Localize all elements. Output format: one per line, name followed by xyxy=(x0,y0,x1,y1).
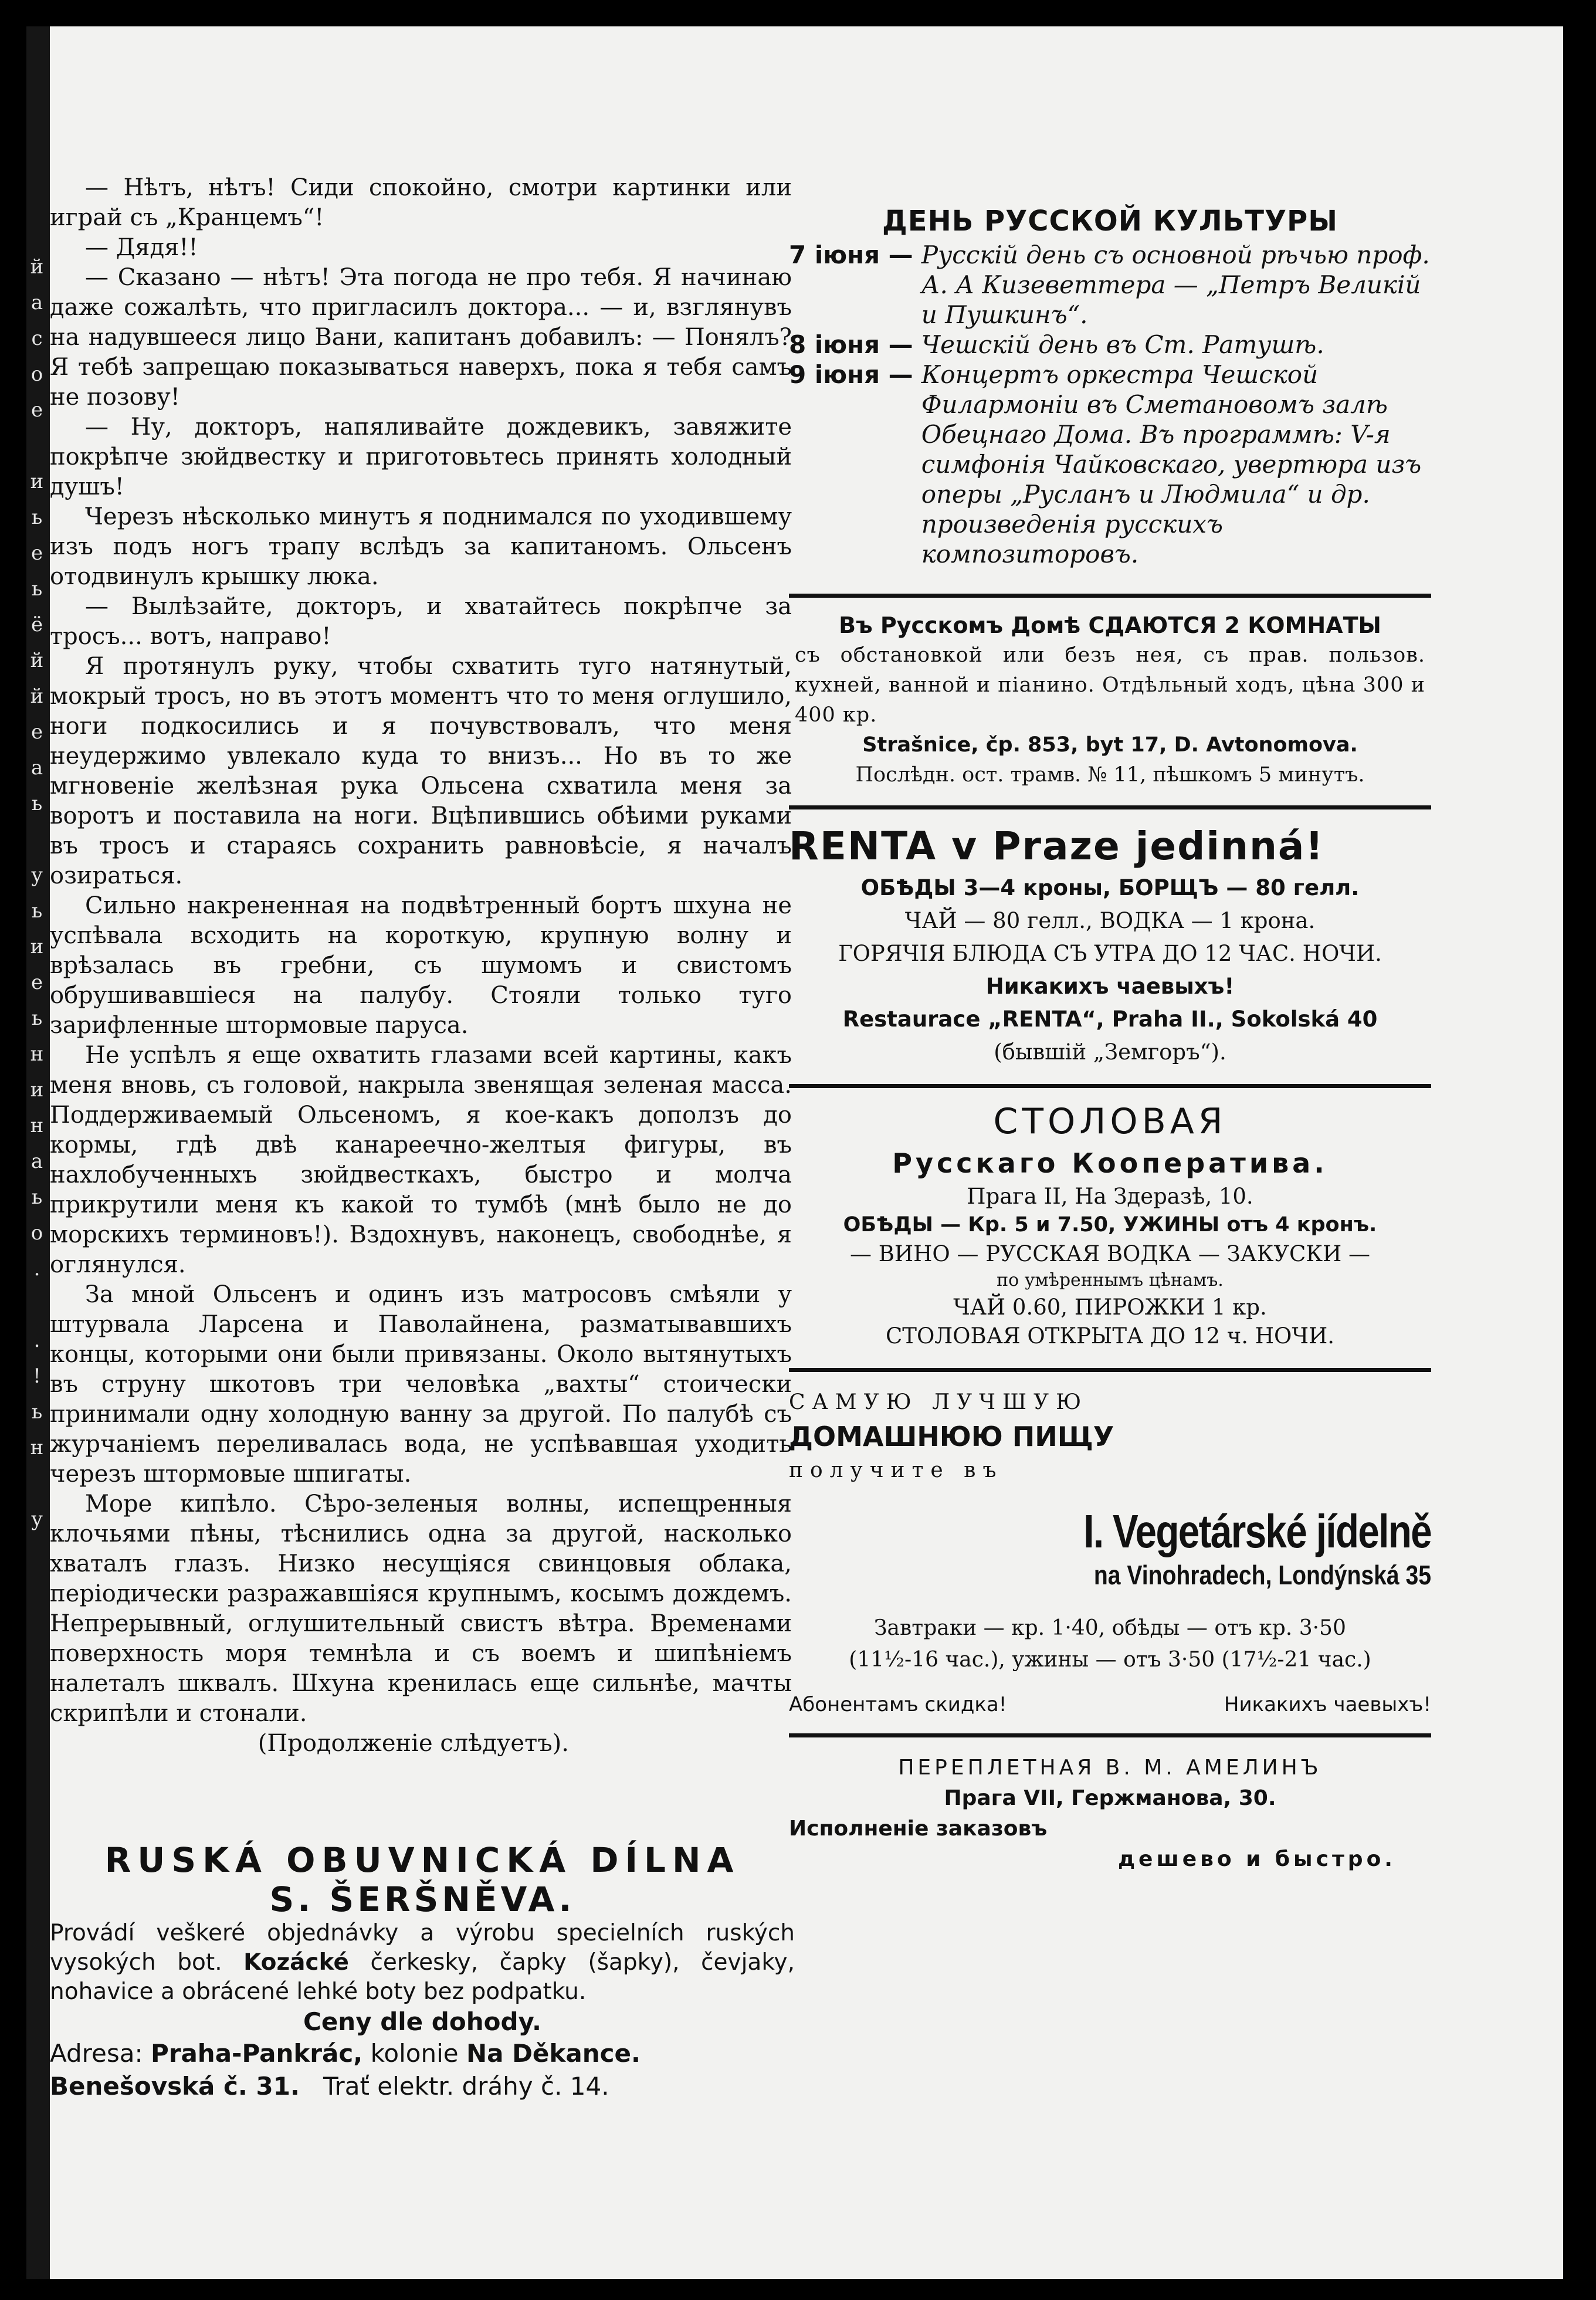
culture-day-date: 9 іюня — xyxy=(789,360,913,389)
gutter-letter: и xyxy=(30,935,44,958)
gutter-letter: а xyxy=(31,291,43,314)
renta-line-2: ЧАЙ — 80 гелл., ВОДКА — 1 крона. xyxy=(904,908,1316,933)
story-paragraph: — Нѣтъ, нѣтъ! Сиди спокойно, смотри картинки или играй съ „Кранцемъ“! xyxy=(50,174,792,231)
gutter-letter: ! xyxy=(33,1364,41,1388)
gutter-letter: е xyxy=(31,720,43,744)
renta-former: (бывшій „Земгоръ“). xyxy=(994,1039,1226,1065)
canteen-address: Прага II, На Здеразѣ, 10. xyxy=(967,1184,1253,1209)
gutter-letter: ь xyxy=(31,792,43,815)
canteen-title: СТОЛОВАЯ xyxy=(993,1101,1227,1142)
canteen-line-3: по умѣреннымъ цѣнамъ. xyxy=(997,1270,1224,1290)
rooms-address: Strašnice, čp. 853, byt 17, D. Avtonomova. xyxy=(862,733,1358,757)
bookbinder-line-2: дешево и быстро. xyxy=(1117,1847,1396,1871)
story-paragraph: Я протянулъ руку, чтобы схватить туго натянутый, мокрый тросъ, но въ этотъ моментъ что то меня оглушило, ноги подкосились и я почувствовалъ, что меня неудержимо увлекало куда то внизъ... Но въ то же мгновеніе желѣзная рука Ольсена схватила меня за воротъ и поставила на ноги. Вцѣпившись обѣими руками въ тросъ и стараясь сохранить равновѣсіе, я началъ озираться. xyxy=(50,653,792,889)
gutter-letter: й xyxy=(30,255,44,279)
shoe-prices: Ceny dle dohody. xyxy=(303,2007,541,2036)
culture-day-date: 8 іюня — xyxy=(789,330,913,359)
canteen-line-2: — ВИНО — РУССКАЯ ВОДКА — ЗАКУСКИ — xyxy=(849,1241,1371,1266)
renta-line-4: Никакихъ чаевыхъ! xyxy=(985,974,1235,999)
story-paragraph: — Ну, докторъ, напяливайте дождевикъ, завяжите покрѣпче зюйдвестку и приготовьтесь принять холодный душъ! xyxy=(50,414,792,500)
veg-restaurant-name: I. Vegetárské jídelně xyxy=(1083,1505,1431,1557)
shoe-addr-tram: Trať elektr. dráhy č. 14. xyxy=(323,2072,609,2101)
gutter-letter: й xyxy=(30,649,44,672)
bookbinder-ad xyxy=(789,1753,1431,1875)
rooms-ad xyxy=(789,611,1431,790)
gutter-letter: е xyxy=(31,971,43,994)
story-paragraph: — Дядя!! xyxy=(85,234,198,261)
renta-title: RENTA v Praze jedinná! xyxy=(789,824,1324,869)
shoe-address-2 xyxy=(50,2070,795,2103)
culture-day-row xyxy=(789,240,1431,330)
gutter-letter xyxy=(28,822,46,858)
renta-line-3: ГОРЯЧІЯ БЛЮДА СЪ УТРА ДО 12 ЧАС. НОЧИ. xyxy=(838,941,1382,966)
gutter-letter: ь xyxy=(31,899,43,923)
divider xyxy=(789,1084,1431,1088)
gutter-letter: ь xyxy=(31,1400,43,1424)
story-paragraph: За мной Ольсенъ и одинъ изъ матросовъ смѣяли у штурвала Ларсена и Паволайнена, разматывавшихъ концы, которыми они были привязаны. Около вытянутыхъ въ струну шкотовъ три человѣка „вахты“ стоически принимали одну холодную ванну за другой. По палубѣ съ журчаніемъ переливалась вода, не успѣвавшая уходить черезъ штормовые шпигаты. xyxy=(50,1281,792,1488)
shoe-addr-mid: kolonie xyxy=(370,2039,459,2068)
shoe-workshop-ad xyxy=(50,1840,795,2103)
culture-day-row xyxy=(789,360,1431,569)
story-paragraph: — Сказано — нѣтъ! Эта погода не про тебя. Я начинаю даже сожалѣть, что пригласилъ доктора... — и, взглянувъ на надувшееся лицо Вани, капитанъ добавилъ: — Понялъ? Я тебѣ запрещаю показываться наверхъ, пока я тебя самъ не позову! xyxy=(50,264,792,411)
bookbinder-line-1: Исполненіе заказовъ xyxy=(789,1817,1048,1841)
shoe-title: RUSKÁ OBUVNICKÁ DÍLNA xyxy=(104,1840,740,1880)
gutter-letter: у xyxy=(31,863,43,887)
newspaper-page xyxy=(26,26,1563,2279)
divider xyxy=(789,805,1431,809)
divider xyxy=(789,594,1431,598)
serial-story xyxy=(50,173,792,1759)
gutter-letter: ь xyxy=(31,1185,43,1209)
gutter-letter: . xyxy=(33,1329,40,1352)
rooms-directions: Послѣдн. ост. трамв. № 11, пѣшкомъ 5 минутъ. xyxy=(855,763,1365,787)
story-paragraph: Черезъ нѣсколько минутъ я поднимался по уходившему изъ подъ ногъ трапу вслѣдъ за капитаномъ. Ольсенъ отодвинулъ крышку люка. xyxy=(50,503,792,590)
gutter-letter: и xyxy=(30,470,44,493)
shoe-body xyxy=(50,1919,795,2007)
renta-line-1: ОБѢДЫ 3—4 кроны, БОРЩЪ — 80 гелл. xyxy=(860,875,1360,900)
canteen-line-1: ОБѢДЫ — Кр. 5 и 7.50, УЖИНЫ отъ 4 кронъ. xyxy=(843,1213,1377,1237)
story-continued: (Продолженіе слѣдуетъ). xyxy=(257,1730,569,1757)
canteen-subtitle: Русскаго Кооператива. xyxy=(892,1147,1328,1179)
veg-line-2: ДОМАШНЮЮ ПИЩУ xyxy=(789,1421,1114,1452)
canteen-line-5: СТОЛОВАЯ ОТКРЫТА ДО 12 ч. НОЧИ. xyxy=(885,1323,1335,1349)
gutter-letter: н xyxy=(30,1436,44,1459)
bookbinder-address: Прага VII, Гержманова, 30. xyxy=(944,1786,1276,1810)
gutter-letter: а xyxy=(31,1150,43,1173)
renta-address: Restaurace „RENTA“, Praha II., Sokolská 40 xyxy=(842,1007,1378,1032)
veg-discount: Абонентамъ скидка! xyxy=(789,1693,1007,1716)
divider xyxy=(789,1368,1431,1372)
canteen-line-4: ЧАЙ 0.60, ПИРОЖКИ 1 кр. xyxy=(953,1295,1267,1320)
gutter-letter: с xyxy=(31,327,43,350)
story-paragraph: — Вылѣзайте, докторъ, и хватайтесь покрѣпче за тросъ... вотъ, направо! xyxy=(50,593,792,650)
gutter-letters xyxy=(28,249,46,1537)
shoe-addr-colony: Na Děkance. xyxy=(466,2039,641,2068)
gutter-letter: ь xyxy=(31,577,43,601)
gutter-letter: н xyxy=(30,1114,44,1137)
gutter-letter: о xyxy=(31,363,43,386)
shoe-body-b: Kozácké xyxy=(243,1949,349,1976)
shoe-addr-city: Praha-Pankrác, xyxy=(150,2039,363,2068)
veg-no-tips: Никакихъ чаевыхъ! xyxy=(1224,1693,1431,1716)
veg-price-2: (11½-16 час.), ужины — отъ 3·50 (17½-21 час.) xyxy=(849,1648,1371,1672)
story-paragraph: Сильно накрененная на подвѣтренный бортъ шхуна не успѣвала всходить на короткую, крупную волну и врѣзалась въ гребни, съ шумомъ и свистомъ обрушивавшіеся на палубу. Стояли только туго зарифленные штормовые паруса. xyxy=(50,892,792,1039)
veg-restaurant-address: na Vinohradech, Londýnská 35 xyxy=(1093,1560,1431,1590)
story-paragraph: Море кипѣло. Сѣро-зеленыя волны, испещренныя клочьями пѣны, тѣснились одна за другой, насколько хваталъ глазъ. Низко несущіяся свинцовыя облака, періодически разражавшіяся крупнымъ, косымъ дождемъ. Непрерывный, оглушительный свистъ вѣтра. Временами поверхность моря темнѣла и съ воемъ и шипѣніемъ налеталъ шквалъ. Шхуна кренилась еще сильнѣе, мачты скрипѣли и стонали. xyxy=(50,1491,792,1727)
rooms-desc: съ обстановкой или безъ нея, съ прав. пользов. кухней, ванной и піанино. Отдѣльный ходъ, цѣна 300 и 400 кр. xyxy=(795,643,1425,727)
story-paragraph: Не успѣлъ я еще охватить глазами всей картины, какъ меня вновь, съ головой, накрыла звенящая зеленая масса. Поддерживаемый Ольсеномъ, я кое-какъ доползъ до кормы, гдѣ двѣ канареечно-желтыя фигуры, въ нахлобученныхъ зюйдвесткахъ, быстро и молча прикрутили меня къ какой то тумбѣ (мнѣ было не до морскихъ терминовъ!). Вздохнувъ, наконецъ, свободнѣе, я оглянулся. xyxy=(50,1042,792,1278)
gutter-letter xyxy=(28,1287,46,1323)
gutter-letter: а xyxy=(31,756,43,780)
gutter-letter: у xyxy=(31,1508,43,1531)
shoe-address xyxy=(50,2037,795,2070)
gutter-letter xyxy=(28,1466,46,1502)
gutter-letter: и xyxy=(30,1078,44,1102)
renta-ad xyxy=(789,821,1431,1069)
gutter-letter: е xyxy=(31,398,43,422)
veg-footer xyxy=(789,1690,1431,1719)
veg-line-3: получите въ xyxy=(789,1458,1004,1482)
page-gutter xyxy=(26,26,50,2279)
culture-day-text: Русскій день съ основной рѣчью проф. А. А Кизеветтера — „Петръ Великій и Пушкинъ“. xyxy=(921,240,1430,329)
shoe-body-a: Provádí veškeré objednávky a výrobu specielních ruských vysokých bot. xyxy=(50,1920,795,1976)
veg-price-1: Завтраки — кр. 1·40, обѣды — отъ кр. 3·50 xyxy=(874,1616,1346,1640)
shoe-body-c: čerkesky, čapky (šapky), čevjaky, nohavice a obrácené lehké boty bez podpatku. xyxy=(50,1949,795,2005)
culture-day-row xyxy=(789,330,1431,360)
shoe-owner: S. ŠERŠNĚVA. xyxy=(269,1879,575,1919)
shoe-addr-label: Adresa: xyxy=(50,2039,143,2068)
culture-day-title: ДЕНЬ РУССКОЙ КУЛЬТУРЫ xyxy=(882,205,1338,238)
culture-day-date: 7 іюня — xyxy=(789,240,913,269)
gutter-letter: ь xyxy=(31,1007,43,1030)
divider xyxy=(789,1733,1431,1737)
gutter-letter: ё xyxy=(31,613,43,636)
veg-line-1: САМУЮ ЛУЧШУЮ xyxy=(789,1390,1089,1414)
gutter-letter: й xyxy=(30,685,44,708)
rooms-title: Въ Русскомъ Домѣ СДАЮТСЯ 2 КОМНАТЫ xyxy=(839,612,1381,638)
bookbinder-title: ПЕРЕПЛЕТНАЯ В. М. АМЕЛИНЪ xyxy=(898,1756,1322,1780)
culture-day-text: Чешскій день въ Ст. Ратушѣ. xyxy=(921,330,1324,359)
gutter-letter xyxy=(28,428,46,464)
canteen-ad xyxy=(789,1099,1431,1350)
vegetarian-ad xyxy=(789,1386,1431,1719)
gutter-letter: н xyxy=(30,1042,44,1066)
gutter-letter: о xyxy=(31,1221,43,1245)
shoe-addr-street: Benešovská č. 31. xyxy=(50,2072,300,2101)
gutter-letter: . xyxy=(33,1257,40,1281)
culture-day-text: Концертъ оркестра Чешской Филармоніи въ Сметановомъ залѣ Обецнаго Дома. Въ программѣ: V-я симфонія Чайковскаго, увертюра изъ оперы „Русланъ и Людмила“ и др. произведенія русскихъ композиторовъ. xyxy=(921,360,1422,568)
gutter-letter: е xyxy=(31,541,43,565)
right-column xyxy=(789,173,1431,1875)
gutter-letter: ь xyxy=(31,506,43,529)
